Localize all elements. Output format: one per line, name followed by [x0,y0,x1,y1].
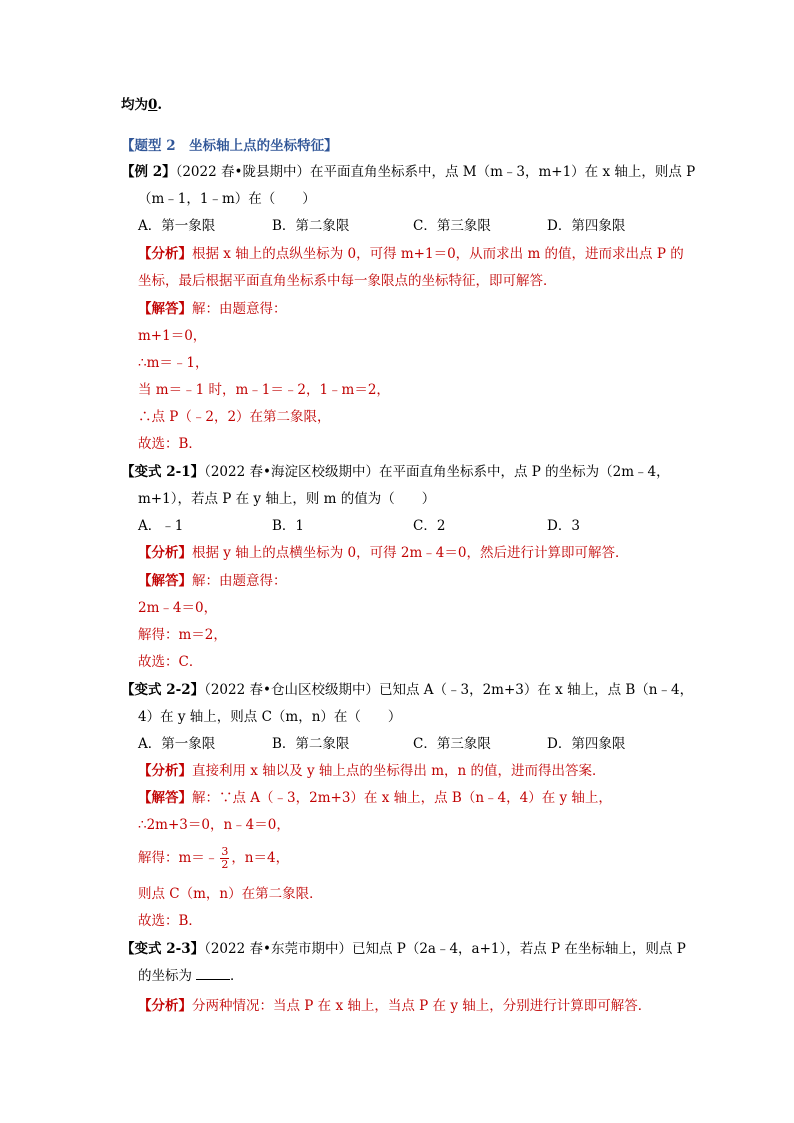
example-2-answer-tag: 【解答】 [138,301,192,317]
variant-2-2-stem-text: （2022 春•仓山区校级期中）已知点 A（﹣3，2m+3）在 x 轴上，点 B（n﹣4， [204,682,694,698]
variant-2-2-option-b: B．第二象限 [272,736,350,752]
continued-value: 0 [148,97,158,113]
variant-2-1-answer-tag: 【解答】 [138,573,192,589]
example-2-stem-line2: （m﹣1，1﹣m）在（ ） [138,191,316,207]
variant-2-3-stem-text-2: 的坐标为 [138,968,192,984]
example-2-stem-line1 [121,162,695,182]
example-2-option-b: B．第二象限 [272,218,350,234]
variant-2-2-stem-line1 [121,680,693,700]
variant-2-1-option-a: A．﹣1 [138,518,184,534]
variant-2-2-analysis-line [138,761,605,781]
continued-suffix: . [157,97,163,113]
variant-2-3-analysis-line [138,996,651,1016]
variant-2-2-step-2-prefix: 解得：m＝﹣ [138,850,219,866]
section-heading: 【题型 2 坐标轴上点的坐标特征】 [121,138,338,154]
variant-2-1-option-c: C．2 [413,518,446,534]
example-2-choice: 故选：B． [138,436,202,452]
variant-2-1-answer-line [138,571,287,591]
example-2-option-c: C．第三象限 [413,218,491,234]
variant-2-2-analysis-tag: 【分析】 [138,763,192,779]
fraction-denominator: 2 [221,858,229,871]
answer-blank [196,966,230,980]
example-2-stem-text: （2022 春•陇县期中）在平面直角坐标系中，点 M（m﹣3，m+1）在 x 轴上，则点 P [175,164,696,180]
variant-2-3-stem-end: ． [230,968,244,984]
variant-2-1-step-2: 解得：m＝2， [138,627,227,643]
example-2-analysis-text: 根据 x 轴上的点纵坐标为 0，可得 m+1＝0，从而求出 m 的值，进而求出点 P 的 [192,246,684,262]
variant-2-1-stem-line2: m+1），若点 P 在 y 轴上，则 m 的值为（ ） [138,491,436,507]
example-2-step-3: 当 m＝﹣1 时，m﹣1＝﹣2，1﹣m＝2， [138,382,390,398]
variant-2-2-choice: 故选：B． [138,913,202,929]
variant-2-3-analysis-tag: 【分析】 [138,998,192,1014]
variant-2-3-stem-line2 [138,966,244,986]
continued-text [121,95,162,115]
example-2-answer-intro: 解：由题意得： [192,301,287,317]
variant-2-3-stem-line1 [121,939,686,959]
variant-2-2-option-a: A．第一象限 [138,736,216,752]
variant-2-2-stem-line2: 4）在 y 轴上，则点 C（m，n）在（ ） [138,709,402,725]
variant-2-1-answer-intro: 解：由题意得： [192,573,287,589]
example-2-step-4: ∴点 P（﹣2，2）在第二象限， [138,409,331,425]
variant-2-1-tag: 【变式 2-1】 [121,464,205,480]
variant-2-1-step-1: 2m﹣4＝0， [138,600,218,616]
variant-2-2-option-d: D．第四象限 [547,736,626,752]
fraction-numerator: 3 [221,845,229,858]
variant-2-2-tag: 【变式 2-2】 [121,682,205,698]
example-2-analysis-line2: 坐标，最后根据平面直角坐标系中每一象限点的坐标特征，即可解答． [138,273,557,289]
variant-2-3-stem-text: （2022 春•东莞市期中）已知点 P（2a﹣4，a+1），若点 P 在坐标轴上，则点 P [204,941,686,957]
example-2-tag: 【例 2】 [121,164,176,180]
variant-2-1-analysis-line [138,543,628,563]
example-2-option-a: A．第一象限 [138,218,216,234]
example-2-analysis-line1 [138,244,684,264]
fraction [220,846,229,871]
variant-2-2-analysis-text: 直接利用 x 轴以及 y 轴上点的坐标得出 m，n 的值，进而得出答案． [192,763,606,779]
variant-2-2-option-c: C．第三象限 [413,736,491,752]
variant-2-2-answer-line [138,788,612,808]
variant-2-1-option-d: D．3 [547,518,580,534]
variant-2-3-analysis-text: 分两种情况：当点 P 在 x 轴上，当点 P 在 y 轴上，分别进行计算即可解答． [192,998,652,1014]
variant-2-2-answer-text: 解：∵点 A（﹣3，2m+3）在 x 轴上，点 B（n﹣4，4）在 y 轴上， [192,790,612,806]
variant-2-1-choice: 故选：C． [138,654,203,670]
example-2-option-d: D．第四象限 [547,218,626,234]
example-2-step-2: ∴m＝﹣1， [138,355,209,371]
example-2-analysis-tag: 【分析】 [138,246,192,262]
example-2-answer-line [138,299,287,319]
variant-2-1-stem-text: （2022 春•海淀区校级期中）在平面直角坐标系中，点 P 的坐标为（2m﹣4， [204,464,670,480]
variant-2-3-tag: 【变式 2-3】 [121,941,205,957]
variant-2-1-analysis-tag: 【分析】 [138,545,192,561]
variant-2-1-analysis-text: 根据 y 轴上的点横坐标为 0，可得 2m﹣4＝0，然后进行计算即可解答． [192,545,629,561]
variant-2-2-step-3: 则点 C（m，n）在第二象限． [138,886,323,902]
variant-2-2-step-2-suffix: ，n＝4， [231,850,290,866]
continued-prefix: 均为 [121,97,148,113]
variant-2-2-step-1: ∴2m+3＝0，n﹣4＝0， [138,817,290,833]
example-2-step-1: m+1＝0， [138,328,207,344]
variant-2-2-step-2 [138,846,289,871]
variant-2-1-stem-line1 [121,462,670,482]
variant-2-2-answer-tag: 【解答】 [138,790,192,806]
variant-2-1-option-b: B．1 [272,518,305,534]
